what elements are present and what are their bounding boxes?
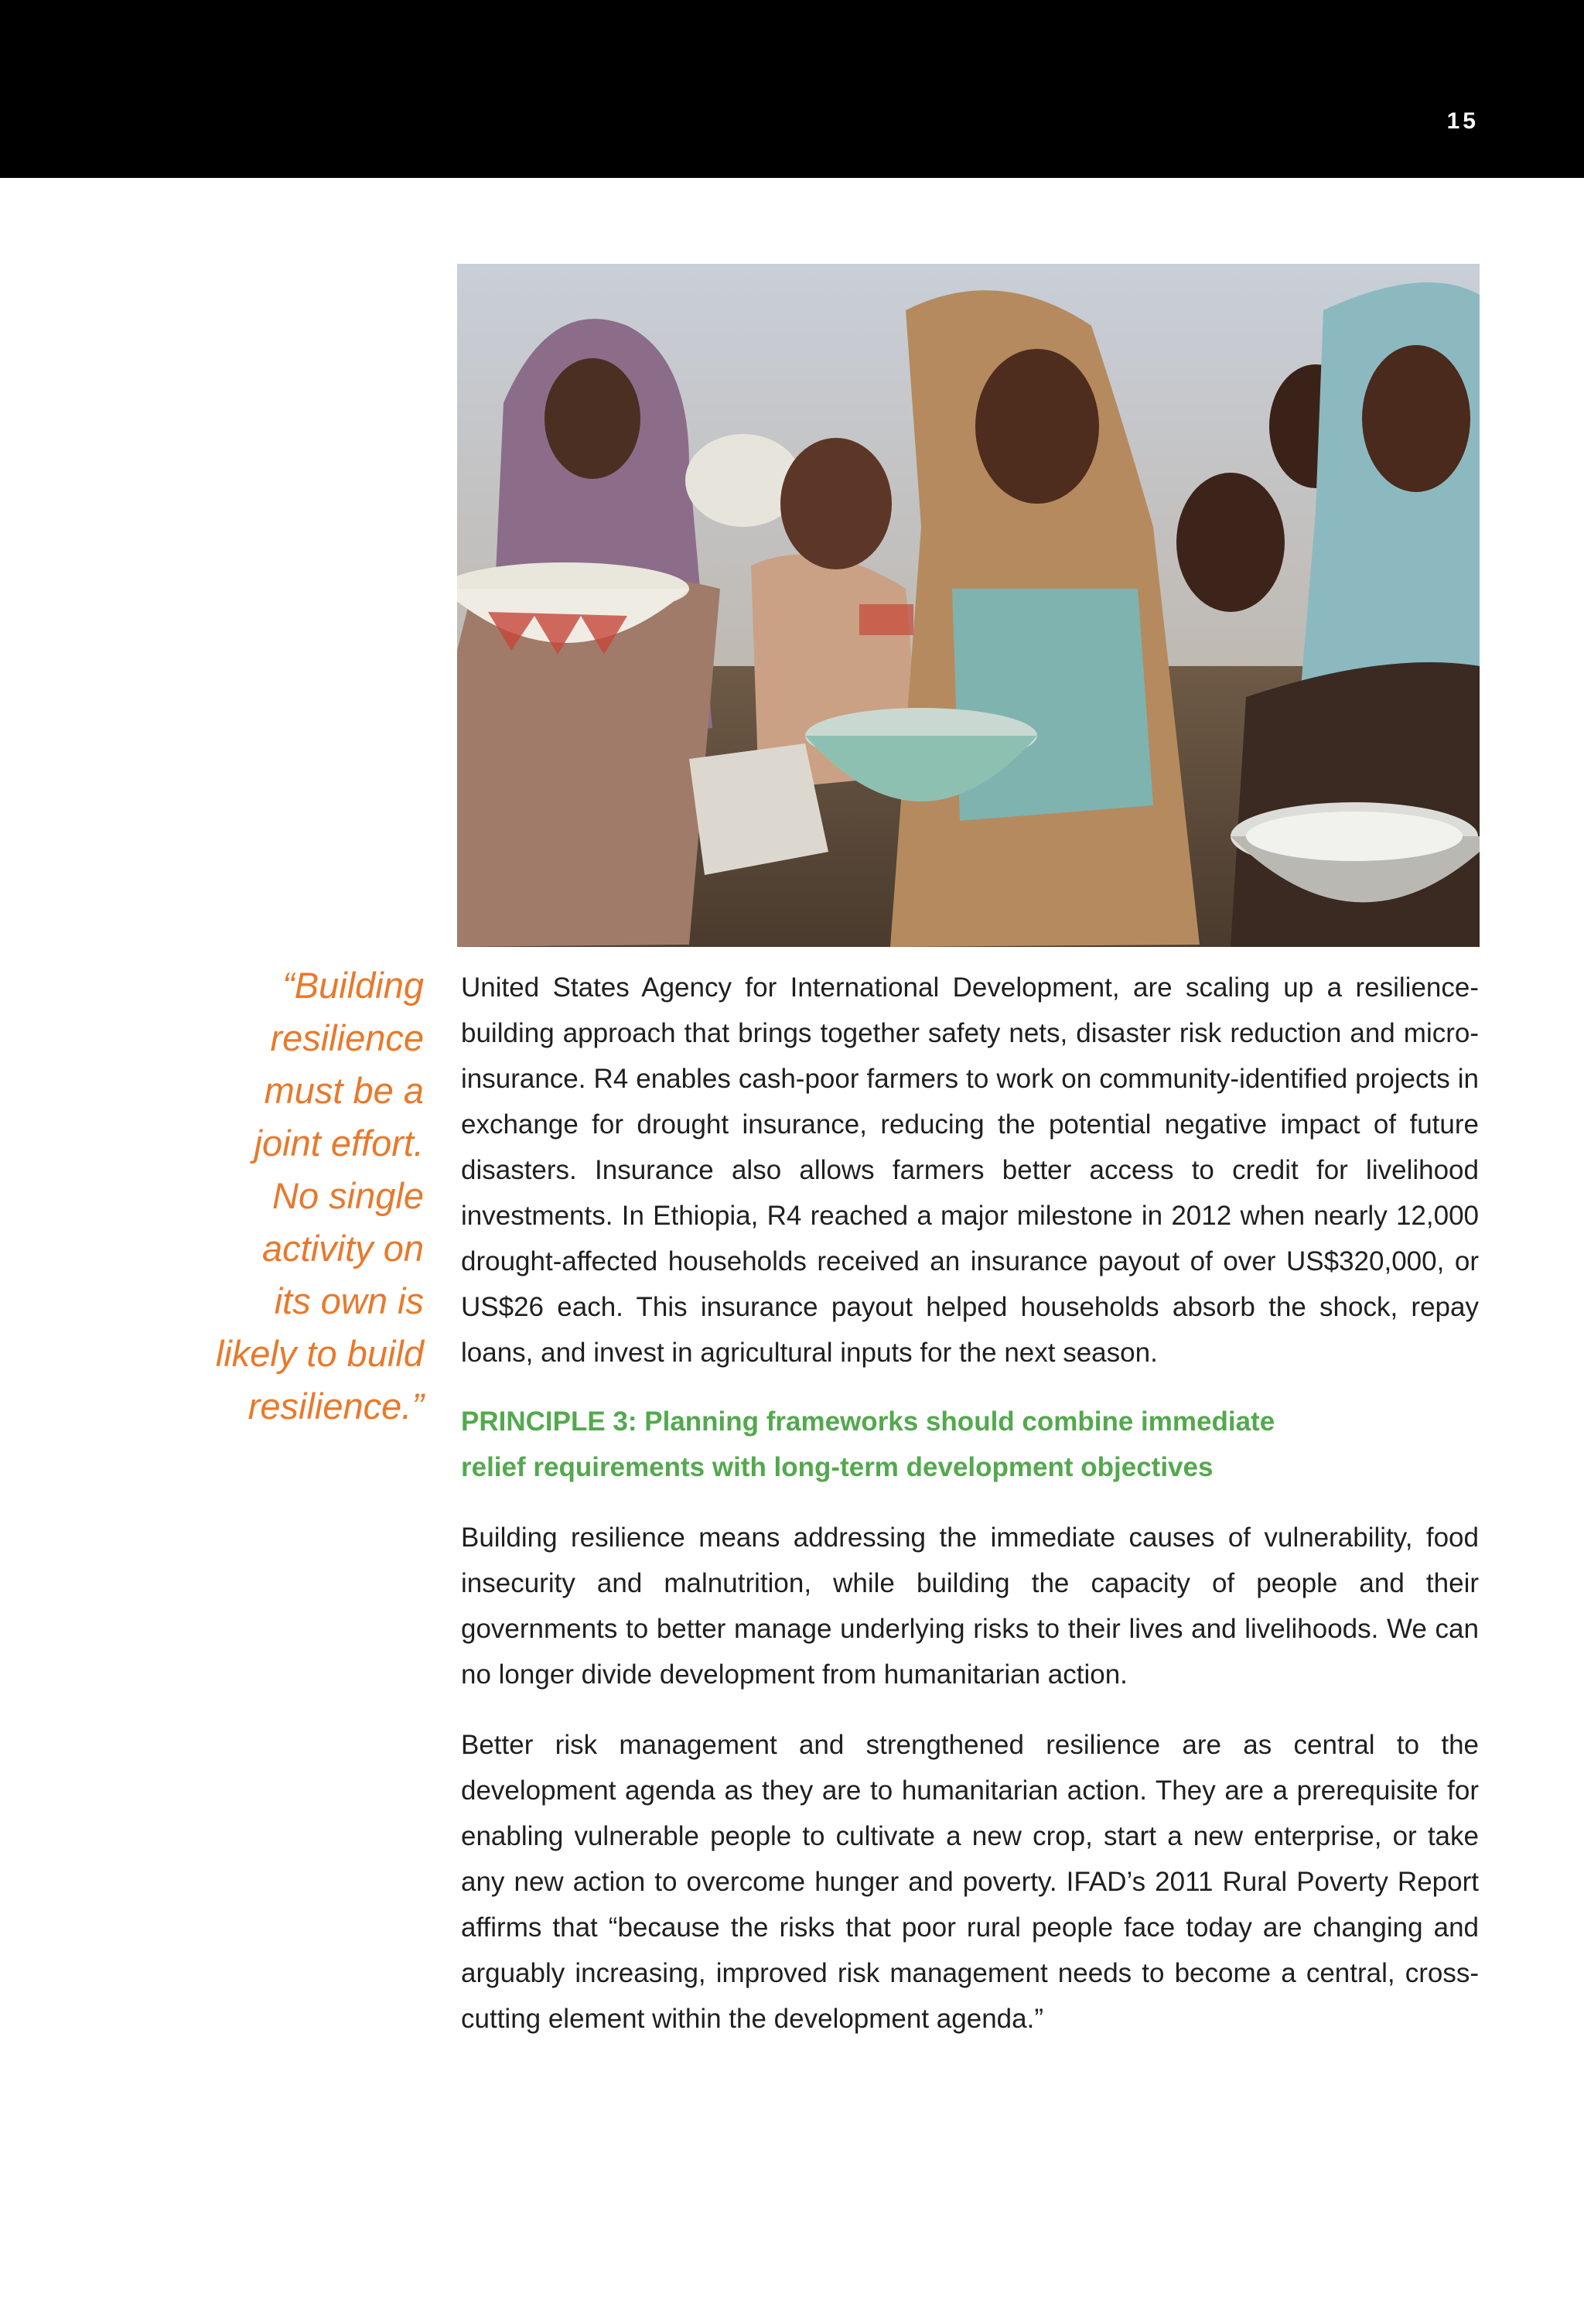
principle-heading [461, 1399, 1479, 1490]
page-number: 15 [1446, 108, 1479, 134]
pull-quote-line: must be a [264, 1070, 424, 1111]
main-text-column [461, 965, 1479, 2042]
pull-quote-line: its own is [274, 1280, 424, 1321]
pull-quote [124, 959, 424, 1433]
pull-quote-line: activity on [262, 1228, 424, 1269]
photo-image [457, 264, 1480, 947]
body-paragraph: Better risk management and strengthened resilience are as central to the development agenda as they are to humanitarian action. They are a prerequisite for enabling vulnerable people to cultivate a new crop, start a new enterprise, or take any new action to overcome hunger and poverty. IFAD’s 2011 Rural Poverty Report affirms that “because the risks that poor rural people face today are changing and arguably increasing, improved risk management needs to become a central, cross-cutting element within the development agenda.” [461, 1730, 1479, 2034]
header-bar [0, 0, 1584, 178]
pull-quote-line: No single [272, 1175, 424, 1216]
pull-quote-line: likely to build [215, 1333, 424, 1374]
body-paragraph: Building resilience means addressing the immediate causes of vulnerability, food insecurity and malnutrition, while building the capacity of people and their governments to better manage underlying risks to their lives and livelihoods. We can no longer divide development from humanitarian action. [461, 1523, 1479, 1690]
pull-quote-line: resilience [270, 1017, 424, 1058]
principle-heading-line: relief requirements with long-term development objectives [461, 1452, 1214, 1482]
pull-quote-line: resilience.” [248, 1386, 424, 1427]
pull-quote-line: “Building [282, 965, 424, 1006]
principle-heading-line: PRINCIPLE 3: Planning frameworks should combine immediate [461, 1406, 1275, 1437]
photo-illustration [457, 264, 1480, 947]
pull-quote-line: joint effort. [254, 1123, 424, 1164]
body-paragraph: United States Agency for International Development, are scaling up a resilience-building approach that brings together safety nets, disaster risk reduction and micro-insurance. R4 enables cash-poor farmers to work on community-identified projects in exchange for drought insurance, reducing the potential negative impact of future disasters. Insurance also allows farmers better access to credit for livelihood investments. In Ethiopia, R4 reached a major milestone in 2012 when nearly 12,000 drought-affected households received an insurance payout of over US$320,000, or US$26 each. This insurance payout helped households absorb the shock, repay loans, and invest in agricultural inputs for the next season. [461, 972, 1479, 1368]
